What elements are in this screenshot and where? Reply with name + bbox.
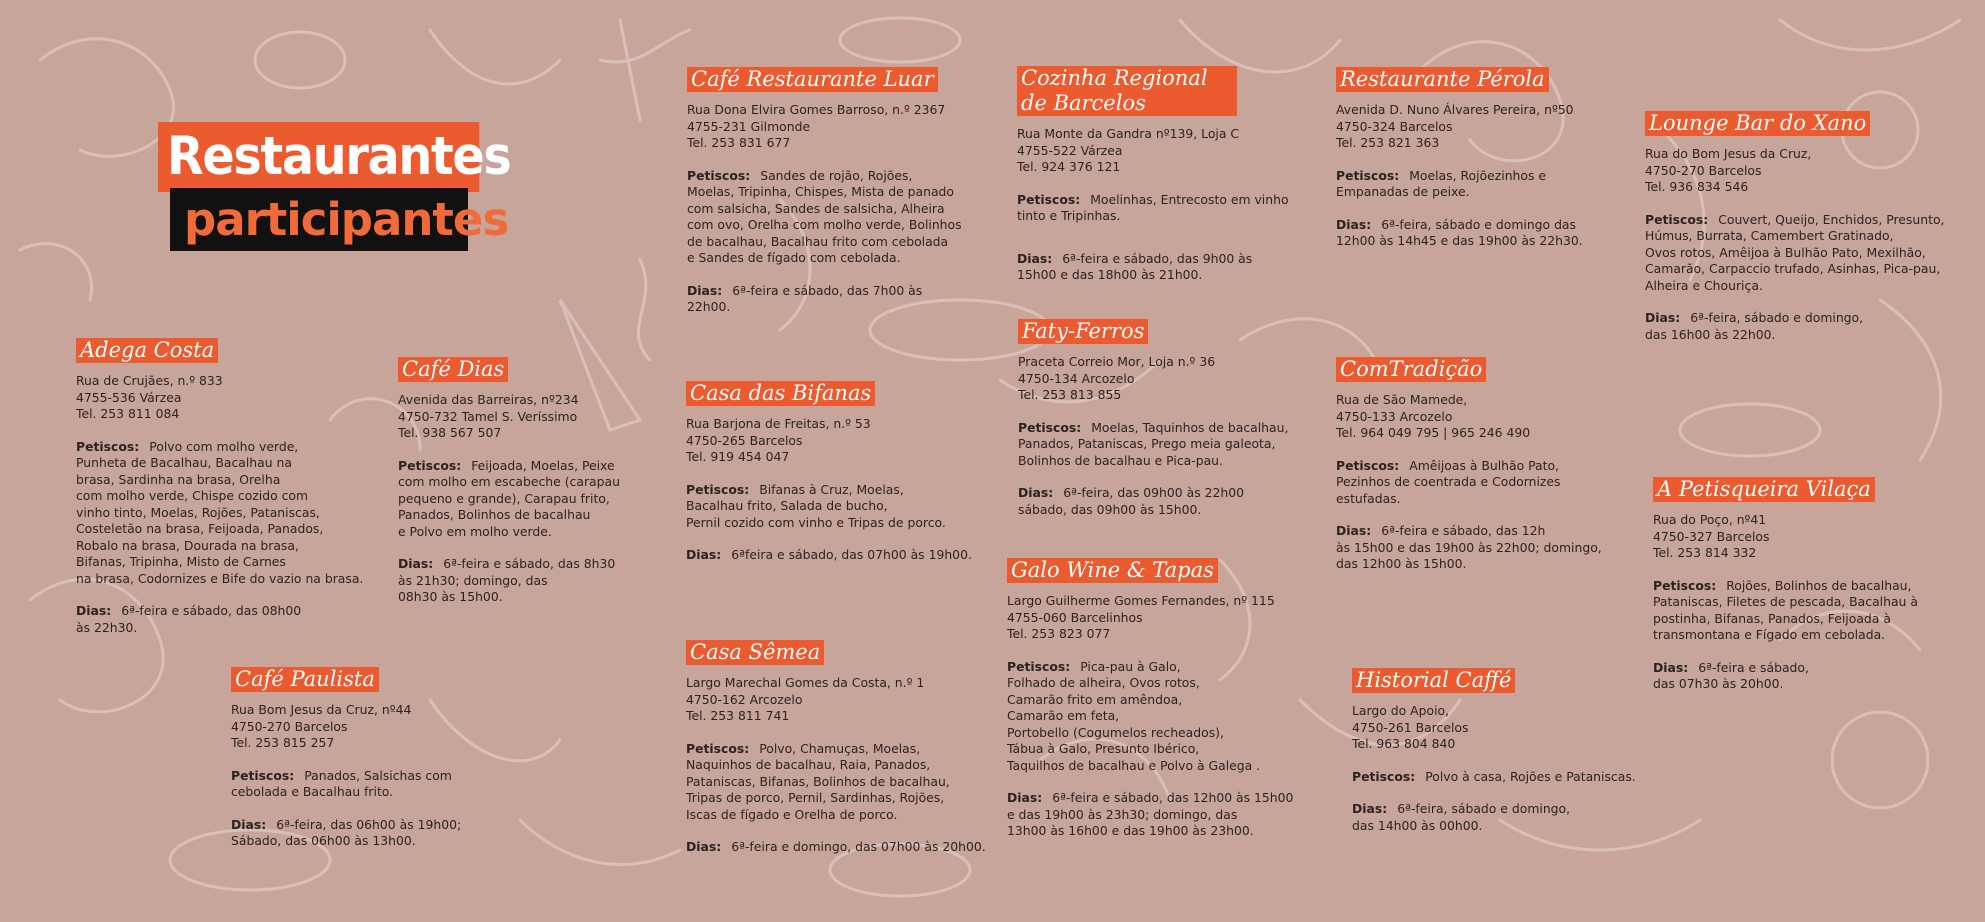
petiscos-label: Petiscos: (686, 481, 750, 497)
petiscos-label: Petiscos: (1336, 167, 1400, 183)
restaurant-name: Café Restaurante Luar (687, 67, 938, 92)
restaurant-name: Adega Costa (76, 338, 218, 363)
dias-label: Dias: (1018, 485, 1054, 500)
restaurant-address: Rua do Bom Jesus da Cruz, (1645, 146, 1812, 161)
restaurant-card-historial-caffe (1352, 668, 1636, 850)
restaurant-address: Avenida D. Nuno Álvares Pereira, nº50 (1336, 102, 1574, 117)
restaurant-postal-code: 4750-732 Tamel S. Veríssimo (398, 408, 578, 424)
petiscos-label: Petiscos: (1017, 191, 1081, 207)
petiscos-label: Petiscos: (1336, 457, 1400, 473)
petiscos-label: Petiscos: (686, 740, 750, 756)
petiscos-list: Moelinhas, Entrecosto em vinho tinto e Tripinhas. (1017, 191, 1289, 223)
dias-label: Dias: (1653, 659, 1689, 675)
petiscos-list: Moelas, Taquinhos de bacalhau, Panados, Pataniscas, Prego meia galeota, Bolinhos de bacalhau e Pica-pau. (1018, 419, 1289, 468)
restaurant-card-cafe-dias (398, 357, 620, 622)
opening-days: 6ª-feira e sábado, das 07h30 às 20h00. (1653, 659, 1809, 691)
restaurant-phone: Tel. 253 811 741 (686, 708, 790, 723)
restaurant-postal-code: 4750-261 Barcelos (1352, 719, 1469, 735)
restaurant-address: Rua do Poço, nº41 (1653, 512, 1767, 527)
restaurant-address: Largo Marechal Gomes da Costa, n.º 1 (686, 675, 925, 690)
restaurant-name: Historial Caffé (1352, 668, 1515, 693)
restaurant-name: Restaurante Pérola (1336, 67, 1549, 92)
dias-label: Dias: (1007, 790, 1043, 805)
restaurant-phone: Tel. 253 814 332 (1653, 545, 1757, 560)
petiscos-list: Sandes de rojão, Rojões, Moelas, Tripinha, Chispes, Mista de panado com salsicha, Sandes de salsicha, Alheira com ovo, Orelha com molho verde, Bolinhos de bacalhau, Bacalhau frito com cebolada e Sandes de fígado com cebolada. (687, 167, 962, 265)
restaurant-postal-code: 4750-327 Barcelos (1653, 528, 1770, 544)
restaurant-address: Rua Bom Jesus da Cruz, nº44 (231, 702, 412, 717)
title-line-participantes: participantes (170, 188, 468, 251)
dias-label: Dias: (1352, 801, 1388, 816)
dias-label: Dias: (1336, 523, 1372, 538)
petiscos-label: Petiscos: (398, 457, 462, 473)
restaurant-phone: Tel. 253 815 257 (231, 735, 335, 750)
opening-days: 6ª-feira e sábado, das 9h00 às 15h00 e das 18h00 às 21h00. (1017, 250, 1253, 282)
restaurant-phone: Tel. 253 821 363 (1336, 135, 1440, 150)
restaurant-phone: Tel. 253 823 077 (1007, 626, 1111, 641)
restaurant-address: Praceta Correio Mor, Loja n.º 36 (1018, 354, 1216, 369)
dias-label: Dias: (231, 816, 267, 832)
opening-days: 6ªfeira e sábado, das 07h00 às 19h00. (731, 547, 972, 562)
restaurant-phone: Tel. 938 567 507 (398, 425, 502, 440)
dias-label: Dias: (76, 603, 112, 618)
restaurant-name: Faty-Ferros (1018, 319, 1148, 344)
opening-days: 6ª-feira e sábado, das 12h às 15h00 e das 19h00 às 22h00; domingo, das 12h00 às 15h00. (1336, 523, 1602, 571)
petiscos-list: Pica-pau à Galo, Folhado de alheira, Ovos rotos, Camarão frito em amêndoa, Camarão em feta, Portobello (Cogumelos recheados), Tábua à Galo, Presunto Ibérico, Taquilhos de bacalhau e Polvo à Galega . (1007, 658, 1261, 773)
restaurant-name: Cozinha Regional de Barcelos (1017, 66, 1237, 116)
petiscos-list: Amêijoas à Bulhão Pato, Pezinhos de coentrada e Codornizes estufadas. (1336, 457, 1561, 506)
restaurant-postal-code: 4750-134 Arcozelo (1018, 370, 1135, 386)
petiscos-list: Couvert, Queijo, Enchidos, Presunto, Húmus, Burrata, Camembert Gratinado, Ovos rotos, Amêijoa à Bulhão Pato, Mexilhão, Camarão, Carpaccio trufado, Asinhas, Pica-pau, Alheira e Chouriça. (1645, 211, 1945, 293)
restaurant-name: Casa Sêmea (686, 640, 824, 665)
restaurant-name: Lounge Bar do Xano (1645, 111, 1870, 136)
opening-days: 6ª-feira e domingo, das 07h00 às 20h00. (731, 839, 986, 854)
restaurant-postal-code: 4750-324 Barcelos (1336, 118, 1453, 134)
restaurant-postal-code: 4755-536 Várzea (76, 389, 182, 405)
restaurant-card-faty-ferros (1018, 319, 1288, 534)
opening-days: 6ª-feira, sábado e domingo das 12h00 às 14h45 e das 19h00 às 22h30. (1336, 216, 1583, 248)
restaurant-card-galo-wine-tapas (1007, 558, 1293, 856)
petiscos-label: Petiscos: (231, 767, 295, 783)
restaurant-phone: Tel. 253 831 677 (687, 135, 791, 150)
dias-label: Dias: (686, 547, 722, 562)
restaurant-name: Casa das Bifanas (686, 381, 875, 406)
restaurant-address: Rua Barjona de Freitas, n.º 53 (686, 416, 871, 431)
opening-days: 6ª-feira e sábado, das 12h00 às 15h00 e das 19h00 às 23h30; domingo, das 13h00 às 16h00 e das 19h00 às 23h00. (1007, 790, 1294, 838)
petiscos-list: Polvo com molho verde, Punheta de Bacalhau, Bacalhau na brasa, Sardinha na brasa, Orelha com molho verde, Chispe cozido com vinho tinto, Moelas, Rojões, Pataniscas, Costeletão na brasa, Feijoada, Panados, Robalo na brasa, Dourada na brasa, Bifanas, Tripinha, Misto de Carnes na brasa, Codornizes e Bife do vazio na brasa. (76, 438, 364, 586)
opening-days: 6ª-feira e sábado, das 08h00 às 22h30. (76, 603, 302, 635)
restaurant-address: Avenida das Barreiras, nº234 (398, 392, 579, 407)
restaurant-address: Rua de São Mamede, (1336, 392, 1468, 407)
petiscos-list: Panados, Salsichas com cebolada e Bacalhau frito. (231, 767, 452, 799)
restaurant-name: Café Paulista (231, 667, 379, 692)
restaurant-phone: Tel. 936 834 546 (1645, 179, 1749, 194)
petiscos-list: Feijoada, Moelas, Peixe com molho em escabeche (carapau pequeno e grande), Carapau frito, Panados, Bolinhos de bacalhau e Polvo em molho verde. (398, 457, 620, 539)
dias-label: Dias: (686, 839, 722, 854)
restaurant-phone: Tel. 964 049 795 | 965 246 490 (1336, 425, 1531, 440)
page-title (158, 122, 515, 246)
petiscos-list: Polvo à casa, Rojões e Pataniscas. (1425, 768, 1636, 784)
restaurant-postal-code: 4750-133 Arcozelo (1336, 408, 1453, 424)
opening-days: 6ª-feira, sábado e domingo, das 14h00 às 00h00. (1352, 801, 1571, 833)
restaurant-card-comtradicao (1336, 357, 1602, 589)
restaurant-postal-code: 4755-522 Várzea (1017, 142, 1123, 158)
restaurant-card-restaurante-perola (1336, 67, 1583, 266)
opening-days: 6ª-feira, sábado e domingo, das 16h00 às 22h00. (1645, 310, 1864, 342)
dias-label: Dias: (1017, 250, 1053, 266)
restaurant-name: A Petisqueira Vilaça (1653, 477, 1875, 502)
petiscos-label: Petiscos: (687, 167, 751, 183)
restaurant-card-casa-das-bifanas (686, 381, 972, 580)
restaurant-name: Galo Wine & Tapas (1007, 558, 1218, 583)
restaurant-card-lounge-bar-do-xano (1645, 111, 1944, 359)
restaurant-address: Largo Guilherme Gomes Fernandes, nº 115 (1007, 593, 1275, 608)
petiscos-label: Petiscos: (1007, 658, 1071, 674)
petiscos-list: Bifanas à Cruz, Moelas, Bacalhau frito, Salada de bucho, Pernil cozido com vinho e Tripas de porco. (686, 481, 946, 530)
opening-days: 6ª-feira e sábado, das 7h00 às 22h00. (687, 282, 923, 314)
restaurant-phone: Tel. 963 804 840 (1352, 736, 1456, 751)
restaurant-postal-code: 4750-270 Barcelos (1645, 162, 1762, 178)
restaurant-address: Rua de Crujães, n.º 833 (76, 373, 223, 388)
petiscos-label: Petiscos: (1352, 768, 1416, 784)
restaurant-address: Rua Dona Elvira Gomes Barroso, n.º 2367 (687, 102, 946, 117)
opening-days: 6ª-feira, das 06h00 às 19h00; Sábado, das 06h00 às 13h00. (231, 816, 462, 848)
restaurant-card-casa-semea (686, 640, 986, 872)
dias-label: Dias: (1336, 216, 1372, 232)
opening-days: 6ª-feira, das 09h00 às 22h00 sábado, das 09h00 às 15h00. (1018, 485, 1244, 517)
title-line-restaurantes: Restaurantes (158, 122, 479, 192)
restaurant-card-adega-costa (76, 338, 363, 652)
restaurant-postal-code: 4755-060 Barcelinhos (1007, 609, 1143, 625)
restaurant-name: ComTradição (1336, 357, 1486, 382)
petiscos-label: Petiscos: (1018, 419, 1082, 435)
restaurant-phone: Tel. 253 811 084 (76, 406, 180, 421)
restaurant-address: Rua Monte da Gandra nº139, Loja C (1017, 126, 1240, 141)
restaurant-card-a-petisqueira-vilaca (1653, 477, 1918, 709)
dias-label: Dias: (1645, 310, 1681, 325)
petiscos-list: Polvo, Chamuças, Moelas, Naquinhos de bacalhau, Raia, Panados, Pataniscas, Bifanas, Bolinhos de bacalhau, Tripas de porco, Pernil, Sardinhas, Rojões, Iscas de fígado e Orelha de porco. (686, 740, 950, 822)
dias-label: Dias: (687, 282, 723, 298)
restaurant-phone: Tel. 253 813 855 (1018, 387, 1122, 402)
restaurant-postal-code: 4750-270 Barcelos (231, 718, 348, 734)
petiscos-label: Petiscos: (1645, 211, 1709, 227)
opening-days: 6ª-feira e sábado, das 8h30 às 21h30; domingo, das 08h30 às 15h00. (398, 556, 616, 604)
restaurant-phone: Tel. 924 376 121 (1017, 159, 1121, 174)
restaurant-postal-code: 4755-231 Gilmonde (687, 118, 811, 134)
restaurant-card-cozinha-regional-de-barcelos (1017, 66, 1289, 300)
restaurant-name: Café Dias (398, 357, 508, 382)
restaurant-card-cafe-paulista (231, 667, 461, 866)
petiscos-label: Petiscos: (76, 438, 140, 454)
restaurant-phone: Tel. 919 454 047 (686, 449, 790, 464)
restaurant-postal-code: 4750-265 Barcelos (686, 432, 803, 448)
petiscos-list: Moelas, Rojõezinhos e Empanadas de peixe. (1336, 167, 1547, 199)
restaurant-postal-code: 4750-162 Arcozelo (686, 691, 803, 707)
restaurant-address: Largo do Apoio, (1352, 703, 1450, 718)
petiscos-label: Petiscos: (1653, 577, 1717, 593)
dias-label: Dias: (398, 556, 434, 571)
restaurant-card-cafe-restaurante-luar (687, 67, 962, 332)
petiscos-list: Rojões, Bolinhos de bacalhau, Pataniscas, Filetes de pescada, Bacalhau à postinha, Bifanas, Panados, Feijoada à transmontana e Fígado em cebolada. (1653, 577, 1918, 642)
